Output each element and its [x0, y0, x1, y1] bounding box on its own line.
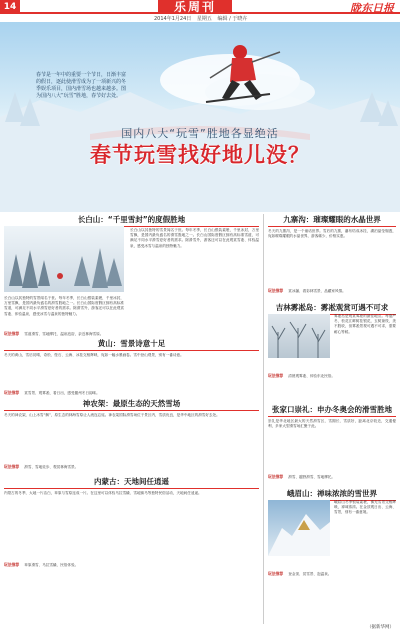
- editor-credit: 编辑 / 于晓卉: [217, 16, 248, 22]
- column-title: 乐周刊: [158, 0, 232, 14]
- tip-text: 赏雪景、观雾凇、看日出，感受徽州冬日韵味。: [24, 391, 100, 395]
- tip-label: 玩法推荐: [4, 562, 20, 567]
- section-tip: [268, 463, 396, 482]
- section-tip: [4, 453, 259, 472]
- section-tip: [4, 320, 259, 339]
- section-tip: [268, 362, 396, 381]
- tip-text: 滑雪、越野滑雪、雪地摩托。: [288, 475, 335, 479]
- section-tip: [268, 560, 396, 579]
- tip-label: 玩法推荐: [268, 571, 284, 576]
- column-divider: [263, 214, 264, 624]
- tip-text: 草原滑雪、马拉雪橇、民俗体验。: [24, 563, 79, 567]
- section-text: 冬天的黄山，雪后初晴，奇松、怪石、云海、冰挂交相辉映，宛如一幅水墨画卷。雪中登山观景，别有一番诗意。: [4, 353, 184, 357]
- section-title: 长白山：“千里雪封”的度假胜地: [4, 214, 259, 227]
- section-neimenggu: [4, 476, 259, 624]
- tip-label: 玩法推荐: [268, 373, 284, 378]
- section-jiuzhaigou: [268, 214, 396, 300]
- section-changbaishan: [4, 214, 259, 334]
- section-text: 内蒙古的冬季，大地一片洁白，草原与雪原连成一片。在这里可以体验马拉雪橇、雪地赛马等独特民俗活动，天地间任逍遥。: [4, 491, 202, 495]
- section-tip: [4, 551, 259, 570]
- tip-text: 登金顶、赏雪景、泡温泉。: [288, 572, 332, 576]
- tip-label: 玩法推荐: [4, 464, 20, 469]
- tip-text: 滑雪、雪地徒步、观赏林海雪景。: [24, 465, 79, 469]
- section-huangshan: [4, 338, 259, 394]
- section-title: 张家口崇礼：申办冬奥会的滑雪胜地: [268, 404, 396, 417]
- section-wusongdao: [268, 302, 396, 402]
- section-tip: [4, 379, 259, 398]
- section-title: 黄山：雪景诗意十足: [4, 338, 259, 351]
- issue-date: 2014年1月24日: [154, 16, 192, 22]
- section-title: 峨眉山：禅味浓浓的雪世界: [268, 488, 396, 501]
- section-text: 长白山以其独特的雪景闻名于世。每年冬季，长白山银装素裹，千里冰封，万里雪飘，是国内最负盛名的滑雪胜地之一。长白山国际度假区拥有高标准雪道，可满足不同水平滑雪爱好者的需求。除滑雪外，游客还可以在此观赏雪凇、体验温泉，感受冰雪与温泉的独特魅力。: [4, 296, 124, 316]
- issue-weekday: 星期五: [196, 16, 212, 22]
- section-text-col2: 长白山以其独特的雪景闻名于世。每年冬季，长白山银装素裹，千里冰封，万里雪飘，是国内最负盛名的滑雪胜地之一。长白山国际度假区拥有高标准雪道，可满足不同水平滑雪爱好者的需求。除滑雪外，游客还可以在此观赏雪凇、体验温泉，感受冰雪与温泉的独特魅力。: [130, 228, 259, 248]
- tip-label: 玩法推荐: [268, 474, 284, 479]
- hero-headline: 春节玩雪找好地儿没？: [90, 143, 310, 167]
- source-credit: （据新华网）: [367, 625, 394, 630]
- tip-label: 玩法推荐: [268, 288, 284, 293]
- tip-text: 赏冰瀑、看彩林雪景、品藏家风情。: [288, 289, 346, 293]
- emeishan-photo: [268, 500, 330, 556]
- tip-label: 玩法推荐: [4, 390, 20, 395]
- page-number: 14: [0, 0, 20, 14]
- section-text: 峨眉山冬季银装素裹，佛光雪景交相辉映，禅味浓浓。在金顶观日出、云海、雪景，别有一番意境。: [334, 500, 396, 515]
- wusong-photo: [268, 314, 330, 358]
- tip-label: 玩法推荐: [4, 331, 20, 336]
- section-tip: [268, 277, 396, 296]
- tip-text: 雪道滑雪、雪地摩托、温泉泡浴，亲近林海雪原。: [24, 332, 104, 336]
- section-chongli: [268, 404, 396, 484]
- section-text: 冬天的九寨沟，是一个童话世界。雪后的九寨，瀑布结成冰挂，湖泊晶莹剔透，宛如璀璨耀眼的水晶世界，游客稀少，价格实惠。: [268, 229, 396, 239]
- section-text: 崇礼是华北地区最大的天然滑雪区，雪期长、雪质好，距离北京较近，交通便利，多家大型滑雪场汇聚于此。: [268, 419, 396, 429]
- section-title: 吉林雾凇岛：雾凇观赏可遇不可求: [268, 302, 396, 315]
- hero-subhead: 国内八大“玩雪”胜地各显绝活: [121, 127, 279, 140]
- hero-caption: 春节是一年中的重要一个节日，日渐丰富的假日，逐此使滑雪成为了一项新兴的冬季娱乐项目，国内滑雪场也越来越多。图为国内八大“玩雪”胜地，春节好去处。: [36, 72, 127, 99]
- section-text: 冬天的神农架，山上冰雪“飘”，原生态的林海雪原让人流连忘返。神农架国际滑雪场位于景区内，雪质优良，是华中地区的滑雪好去处。: [4, 413, 220, 417]
- section-text: 雾凇岛是观赏雾凇的最佳地点。每逢严冬，松花江畔树挂银花，玉树琼枝，美不胜收，但雾凇景观可遇不可求，需要耐心等候。: [334, 314, 396, 334]
- section-shennongjia: [4, 398, 259, 472]
- page-header: [0, 0, 400, 22]
- section-title: 内蒙古：天地间任逍遥: [4, 476, 259, 489]
- hero-banner: [0, 22, 400, 212]
- hero-photo: [0, 22, 400, 212]
- section-title: 九寨沟：璀璨耀眼的水晶世界: [268, 214, 396, 227]
- section-title: 神农架：最原生态的天然雪场: [4, 398, 259, 411]
- header-meta: [154, 15, 251, 22]
- section-emeishan: [268, 488, 396, 622]
- changbaishan-photo: [4, 226, 124, 292]
- paper-name: 陇东日报: [350, 2, 394, 15]
- tip-text: 清晨观雾凇、体验东北民俗。: [288, 374, 335, 378]
